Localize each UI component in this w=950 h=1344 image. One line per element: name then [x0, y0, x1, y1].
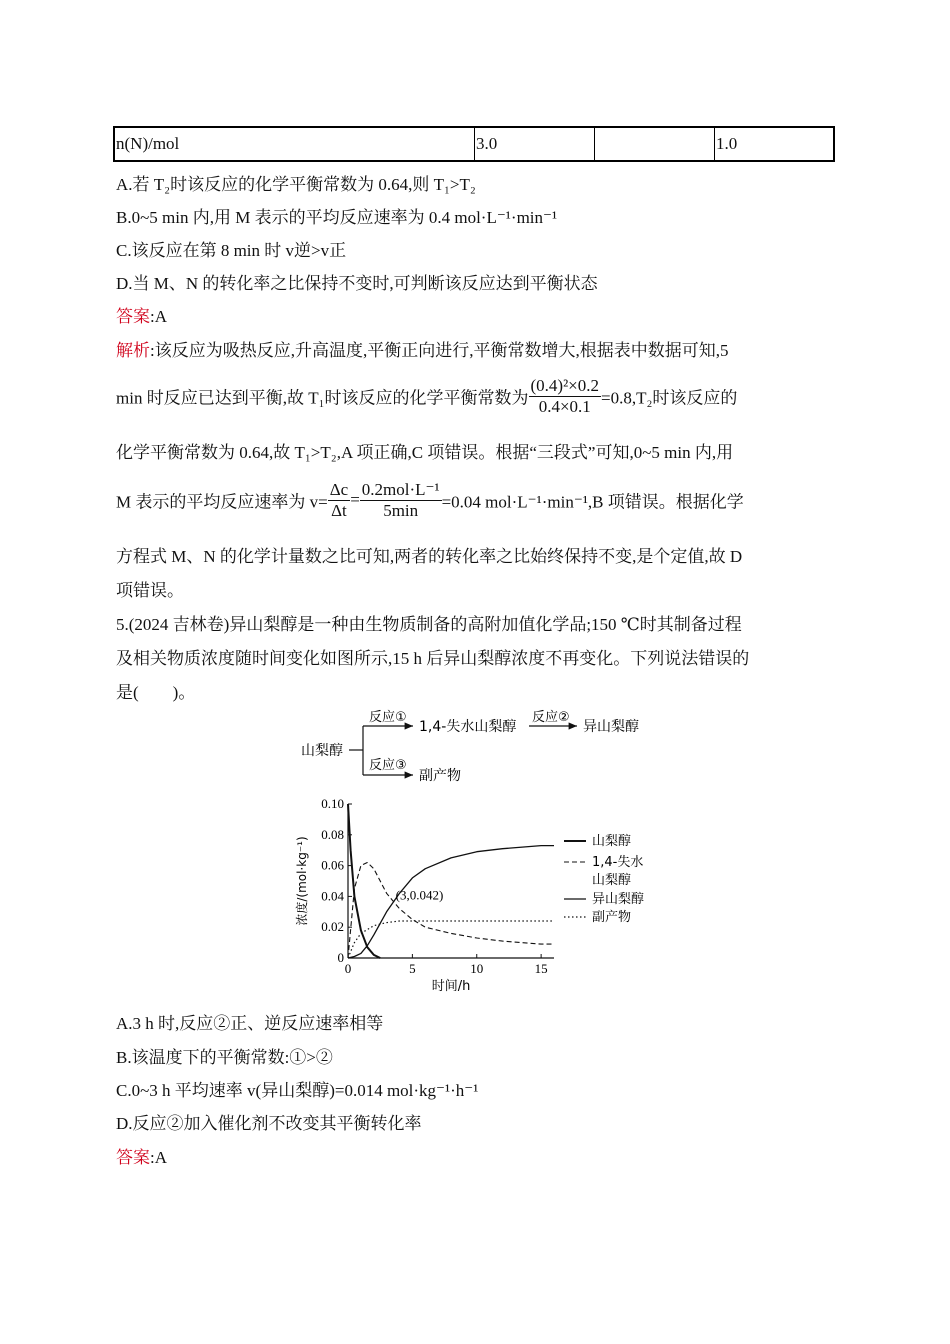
series-line-1: [348, 863, 554, 959]
fraction-denominator: 0.4×0.1: [538, 396, 591, 416]
q5-option-d: D.反应②加入催化剂不改变其平衡转化率: [116, 1114, 422, 1133]
scheme-r2: 反应②: [532, 710, 570, 725]
y-tick-label: 0.08: [321, 826, 344, 842]
table-cell: [595, 127, 715, 161]
analysis-text: M 表示的平均反应速率为 v=: [116, 492, 328, 512]
legend-label: 山梨醇: [592, 873, 632, 888]
q4-analysis-line3: 化学平衡常数为 0.64,故 T₁>T₂,A 项正确,C 项错误。根据“三段式”可知,0~5 min 内,用: [116, 443, 734, 462]
fraction-k1: [529, 376, 602, 416]
q4-analysis-line4: M 表示的平均反应速率为 v= $\frac{\Delta c}{\Delta t}$ = $\frac{\text{0.2mol·L⁻¹}}{5\min}$ =0.04 mol·L⁻¹·min⁻¹,B 项错误。根据化学: [116, 480, 744, 520]
q5-stem-line2: 及相关物质浓度随时间变化如图所示,15 h 后异山梨醇浓度不再变化。下列说法错误的: [116, 649, 750, 668]
legend-label: 异山梨醇: [592, 892, 645, 907]
q4-analysis-line5: 方程式 M、N 的化学计量数之比可知,两者的转化率之比始终保持不变,是个定值,故 D: [116, 547, 743, 566]
q5-option-a: A.3 h 时,反应②正、逆反应速率相等: [116, 1014, 384, 1033]
table-cell-label: n(N)/mol: [114, 127, 475, 161]
y-tick-label: 0.06: [321, 857, 344, 873]
answer-value: :A: [150, 1148, 167, 1167]
q4-analysis-line1: [116, 336, 728, 361]
analysis-text: :该反应为吸热反应,升高温度,平衡正向进行,平衡常数增大,根据表中数据可知,5: [150, 341, 729, 360]
scheme-r3: 反应③: [369, 758, 407, 773]
q4-analysis-line6: 项错误。: [116, 581, 184, 600]
q4-answer: [116, 302, 167, 327]
data-table: [113, 126, 835, 162]
scheme-p2: 异山梨醇: [583, 719, 639, 735]
table-row: [114, 127, 834, 161]
scheme-p3: 副产物: [419, 768, 461, 784]
x-axis-label: 时间/h: [431, 979, 471, 994]
q4-option-c: C.该反应在第 8 min 时 v逆>v正: [116, 241, 347, 260]
fraction-numerator: Δc: [329, 480, 349, 499]
answer-label: 答案: [116, 1148, 150, 1167]
fraction-denominator: 5min: [383, 500, 419, 520]
q5-answer: [116, 1143, 167, 1168]
y-tick-label: 0.02: [321, 919, 344, 935]
analysis-label: 解析: [116, 341, 150, 360]
fraction-rate: [328, 480, 350, 520]
fraction-denominator: Δt: [331, 500, 347, 520]
y-tick-label: 0.04: [321, 888, 344, 904]
legend-label: 山梨醇: [592, 834, 632, 849]
q5-stem-line1: 5.(2024 吉林卷)异山梨醇是一种由生物质制备的高附加值化学品;150 ℃时其制备过程: [116, 615, 742, 634]
chart-annotation: (3,0.042): [395, 887, 444, 903]
fraction-numerator: 0.2mol·L⁻¹: [361, 480, 440, 499]
fraction-numerator: (0.4)²×0.2: [530, 376, 600, 395]
legend-label: 1,4-失水: [592, 855, 644, 870]
analysis-text: =0.04 mol·L⁻¹·min⁻¹,B 项错误。根据化学: [441, 492, 744, 512]
series-line-2: [348, 846, 554, 958]
series-line-0: [348, 804, 380, 958]
reaction-scheme: [295, 703, 655, 793]
answer-value: :A: [150, 307, 167, 326]
answer-label: 答案: [116, 307, 150, 326]
y-tick-label: 0: [337, 950, 344, 965]
x-tick-label: 0: [344, 961, 352, 976]
q4-option-b: B.0~5 min 内,用 M 表示的平均反应速率为 0.4 mol·L⁻¹·min⁻¹: [116, 208, 558, 227]
q5-stem-line3: 是( )。: [116, 683, 196, 702]
scheme-start: 山梨醇: [301, 743, 343, 759]
table-cell: 1.0: [715, 127, 835, 161]
y-axis-label: 浓度/(mol·kg⁻¹): [295, 836, 309, 926]
x-tick-label: 5: [409, 961, 416, 976]
q5-option-b: B.该温度下的平衡常数:①>②: [116, 1048, 333, 1067]
analysis-text: min 时反应已达到平衡,故 T₁时该反应的化学平衡常数为: [116, 388, 529, 408]
concentration-chart: [286, 795, 666, 995]
legend-label: 副产物: [592, 910, 632, 925]
fraction-value: [360, 480, 442, 520]
x-tick-label: 10: [470, 961, 484, 976]
scheme-p1: 1,4-失水山梨醇: [419, 719, 517, 735]
table-cell: 3.0: [475, 127, 595, 161]
q4-analysis-line2: [116, 376, 737, 416]
analysis-text: =0.8,T₂时该反应的: [601, 388, 738, 408]
q5-option-c: C.0~3 h 平均速率 v(异山梨醇)=0.014 mol·kg⁻¹·h⁻¹: [116, 1081, 479, 1100]
scheme-r1: 反应①: [369, 710, 407, 725]
q4-option-a: A.若 T₂时该反应的化学平衡常数为 0.64,则 T₁>T₂: [116, 175, 476, 194]
q4-option-d: D.当 M、N 的转化率之比保持不变时,可判断该反应达到平衡状态: [116, 274, 598, 293]
x-tick-label: 15: [534, 961, 548, 976]
y-tick-label: 0.10: [321, 796, 344, 811]
